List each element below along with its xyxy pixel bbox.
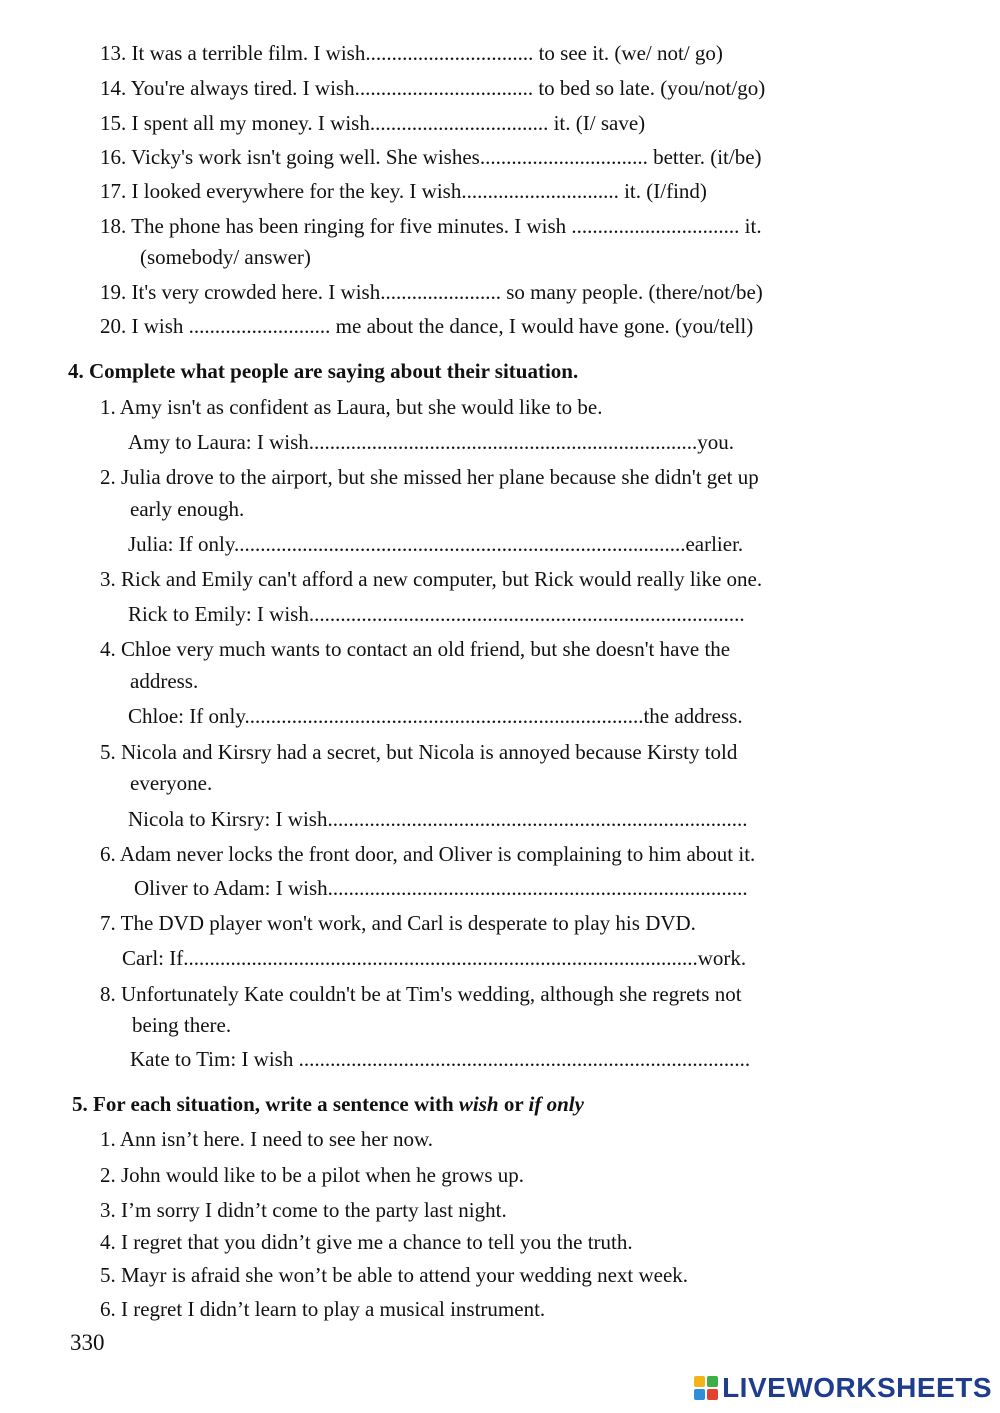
ex4-answer-line-5: Nicola to Kirsry: I wish................................................................................	[128, 807, 748, 831]
logo-square-icon	[707, 1389, 718, 1400]
page-number: 330	[70, 1330, 105, 1355]
ex4-question-2-cont: early enough.	[130, 497, 245, 521]
ex4-question-8: 8. Unfortunately Kate couldn't be at Tim's wedding, although she regrets not	[100, 982, 742, 1006]
ex5-item-2: 2. John would like to be a pilot when he grows up.	[100, 1163, 525, 1187]
ex4-answer-line-6: Oliver to Adam: I wish................................................................................	[134, 876, 748, 900]
liveworksheets-wordmark: LIVEWORKSHEETS	[722, 1372, 992, 1403]
exercise-5-heading-wish: wish	[458, 1092, 499, 1116]
exercise-5-heading-ifonly: if only	[528, 1092, 584, 1116]
exercise-item-18-cue: (somebody/ answer)	[140, 245, 311, 269]
exercise-4-heading: 4. Complete what people are saying about their situation.	[68, 359, 579, 383]
exercise-item-14: 14. You're always tired. I wish.................................. to bed so late. (you/not/go)	[100, 76, 766, 100]
ex5-item-1: 1. Ann isn’t here. I need to see her now.	[100, 1127, 433, 1151]
exercise-item-15: 15. I spent all my money. I wish.................................. it. (I/ save)	[100, 111, 646, 135]
ex5-item-5: 5. Mayr is afraid she won’t be able to attend your wedding next week.	[100, 1263, 689, 1287]
exercise-5-heading-prefix: 5. For each situation, write a sentence with	[72, 1092, 459, 1116]
exercise-5-heading-or: or	[498, 1092, 529, 1116]
ex4-question-5-cont: everyone.	[130, 771, 213, 795]
logo-square-icon	[694, 1376, 705, 1387]
exercise-item-18: 18. The phone has been ringing for five minutes. I wish ................................ it.	[100, 214, 762, 238]
ex4-answer-line-2: Julia: If only......................................................................................earlier.	[128, 532, 744, 556]
liveworksheets-logo[interactable]	[694, 1371, 992, 1405]
exercise-item-16: 16. Vicky's work isn't going well. She wishes................................ better. (it/be)	[100, 145, 762, 169]
ex5-item-3: 3. I’m sorry I didn’t come to the party last night.	[100, 1198, 507, 1222]
ex4-question-8-cont: being there.	[132, 1013, 232, 1037]
liveworksheets-icon	[694, 1376, 718, 1400]
exercise-item-13: 13. It was a terrible film. I wish................................ to see it. (we/ not/ go)	[100, 41, 723, 65]
exercise-item-19: 19. It's very crowded here. I wish....................... so many people. (there/not/be)	[100, 280, 763, 304]
exercise-item-17: 17. I looked everywhere for the key. I wish.............................. it. (I/find)	[100, 179, 707, 203]
ex4-answer-line-7: Carl: If..................................................................................................work.	[122, 946, 747, 970]
ex4-question-5: 5. Nicola and Kirsry had a secret, but Nicola is annoyed because Kirsty told	[100, 740, 738, 764]
ex4-answer-line-3: Rick to Emily: I wish...................................................................................	[128, 602, 745, 626]
ex4-question-6: 6. Adam never locks the front door, and Oliver is complaining to him about it.	[100, 842, 756, 866]
ex4-answer-line-4: Chloe: If only............................................................................the address.	[128, 704, 743, 728]
ex4-question-1: 1. Amy isn't as confident as Laura, but she would like to be.	[100, 395, 603, 419]
ex4-question-7: 7. The DVD player won't work, and Carl is desperate to play his DVD.	[100, 911, 696, 935]
ex5-item-6: 6. I regret I didn’t learn to play a musical instrument.	[100, 1297, 546, 1321]
ex4-answer-line-8: Kate to Tim: I wish ......................................................................................	[130, 1047, 751, 1071]
ex4-question-2: 2. Julia drove to the airport, but she missed her plane because she didn't get up	[100, 465, 759, 489]
exercise-5-heading	[72, 1091, 584, 1117]
logo-square-icon	[707, 1376, 718, 1387]
exercise-item-20: 20. I wish ........................... me about the dance, I would have gone. (you/tell)	[100, 314, 754, 338]
ex5-item-4: 4. I regret that you didn’t give me a chance to tell you the truth.	[100, 1230, 633, 1254]
ex4-answer-line-1: Amy to Laura: I wish..........................................................................you.	[128, 430, 735, 454]
logo-square-icon	[694, 1389, 705, 1400]
ex4-question-4: 4. Chloe very much wants to contact an old friend, but she doesn't have the	[100, 637, 731, 661]
ex4-question-4-cont: address.	[130, 669, 199, 693]
ex4-question-3: 3. Rick and Emily can't afford a new computer, but Rick would really like one.	[100, 567, 763, 591]
